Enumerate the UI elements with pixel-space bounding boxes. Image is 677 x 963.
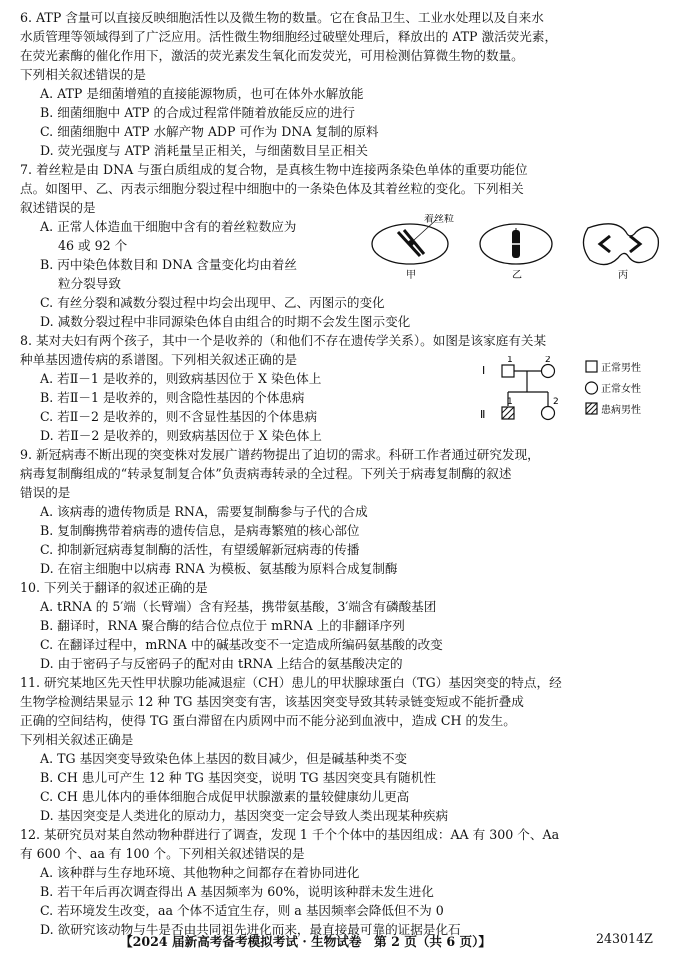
q12-stem-line: 有 600 个、aa 有 100 个。下列相关叙述错误的是 — [20, 846, 305, 861]
chromatid-left — [600, 236, 610, 252]
question-12 — [20, 825, 660, 939]
q8-stem-line: 8. 某对夫妇有两个孩子，其中一个是收养的（和他们不存在遗传学关系）。如图是该家庭有关某 — [20, 333, 547, 348]
q7-option-d: D. 减数分裂过程中非同源染色体自由组合的时期不会发生图示变化 — [40, 314, 411, 329]
q10-option-b: B. 翻译时，RNA 聚合酶的结合位点位于 mRNA 上的非翻译序列 — [40, 618, 405, 633]
q9-option-b: B. 复制酶携带着病毒的遗传信息，是病毒繁殖的核心部位 — [40, 523, 360, 538]
q8-option-b: B. 若Ⅱ－1 是收养的，则含隐性基因的个体患病 — [40, 390, 305, 405]
normal-male-symbol — [502, 365, 514, 377]
q9-stem-line: 病毒复制酶组成的“转录复制复合体”负责病毒转录的全过程。下列关于病毒复制酶的叙述 — [20, 466, 512, 481]
q11-option-d: D. 基因突变是人类进化的原动力，基因突变一定会导致人类出现某种疾病 — [40, 808, 449, 823]
q11-stem-line: 正确的空间结构，使得 TG 蛋白滞留在内质网中而不能分泌到血液中，造成 CH 的发生。 — [20, 713, 516, 728]
label-yi: 乙 — [512, 270, 522, 281]
chromosome-diagram — [368, 214, 663, 284]
q9-stem-line: 错误的是 — [20, 485, 71, 500]
individual-number: 2 — [545, 356, 551, 365]
q11-stem-line: 11. 研究某地区先天性甲状腺功能减退症（CH）患儿的甲状腺球蛋白（TG）基因突变的特点，经 — [20, 675, 562, 690]
individual-number: 2 — [553, 397, 559, 407]
q6-stem-line: 下列相关叙述错误的是 — [20, 67, 146, 82]
q12-option-a: A. 该种群与生存地环境、其他物种之间都存在着协同进化 — [40, 865, 360, 880]
q9-stem-line: 9. 新冠病毒不断出现的突变株对发展广谱药物提出了迫切的需求。科研工作者通过研究发现， — [20, 447, 540, 462]
q7-option-a-cont: 46 或 92 个 — [58, 238, 128, 253]
footer-title: 【2024 届新高考备考模拟考试 · 生物试卷 第 2 页（共 6 页）】 — [120, 934, 492, 949]
q6-stem-line: 6. ATP 含量可以直接反映细胞活性以及微生物的数量。它在食品卫生、工业水处理以及自来水 — [20, 10, 544, 25]
q10-option-a: A. tRNA 的 5′端（长臂端）含有羟基，携带氨基酸，3′端含有磷酸基团 — [40, 599, 437, 614]
cell-bing — [583, 224, 658, 265]
legend-normal-female: 正常女性 — [601, 384, 641, 395]
q8-stem-line: 种单基因遗传病的系谱图。下列相关叙述正确的是 — [20, 352, 298, 367]
legend-normal-female-icon — [586, 382, 598, 394]
q7-option-c: C. 有丝分裂和减数分裂过程中均会出现甲、乙、丙图示的变化 — [40, 295, 385, 310]
q10-stem-line: 10. 下列关于翻译的叙述正确的是 — [20, 580, 208, 595]
q8-option-c: C. 若Ⅱ－2 是收养的，则不含显性基因的个体患病 — [40, 409, 318, 424]
q9-option-c: C. 抑制新冠病毒复制酶的活性，有望缓解新冠病毒的传播 — [40, 542, 360, 557]
q7-option-a: A. 正常人体造血干细胞中含有的着丝粒数应为 — [40, 219, 297, 234]
q7-stem-line: 叙述错误的是 — [20, 200, 96, 215]
normal-female-symbol — [542, 365, 555, 378]
q7-option-b-cont: 粒分裂导致 — [58, 276, 121, 291]
chromosome-figure — [368, 214, 663, 284]
individual-number: 1 — [507, 397, 513, 407]
q12-option-b: B. 若干年后再次调查得出 A 基因频率为 60%，说明该种群未发生进化 — [40, 884, 434, 899]
legend-normal-male-icon — [586, 361, 597, 372]
q6-stem-line: 在荧光素酶的催化作用下，激活的荧光素发生氧化而发荧光，可用检测估算微生物的数量。 — [20, 48, 524, 63]
legend-affected-male: 患病男性 — [601, 405, 641, 416]
q10-option-c: C. 在翻译过程中，mRNA 中的碱基改变不一定造成所编码氨基酸的改变 — [40, 637, 443, 652]
normal-female-symbol — [542, 407, 555, 420]
centromere-label: 着丝粒 — [424, 214, 454, 225]
exam-code: 243014Z — [596, 931, 653, 946]
q10-option-d: D. 由于密码子与反密码子的配对由 tRNA 上结合的氨基酸决定的 — [40, 656, 403, 671]
q12-option-d: D. 欲研究该动物与牛是否由共同祖先进化而来，最直接最可靠的证据是化石 — [40, 922, 461, 937]
chromatid-right — [630, 236, 640, 252]
q9-option-d: D. 在宿主细胞中以病毒 RNA 为模板、氨基酸为原料合成复制酶 — [40, 561, 398, 576]
q12-stem-line: 12. 某研究员对某自然动物种群进行了调查，发现 1 千个个体中的基因组成：AA 有 300 个、Aa — [20, 827, 560, 842]
generation-2-label: Ⅱ — [480, 408, 486, 421]
q11-option-b: B. CH 患儿可产生 12 种 TG 基因突变，说明 TG 基因突变具有随机性 — [40, 770, 436, 785]
q8-option-a: A. 若Ⅱ－1 是收养的，则致病基因位于 X 染色体上 — [40, 371, 322, 386]
q11-option-a: A. TG 基因突变导致染色体上基因的数目减少，但是碱基种类不变 — [40, 751, 408, 766]
q11-stem-line: 生物学检测结果显示 12 种 TG 基因突变有害，该基因突变导致其转录链变短或不能折叠成 — [20, 694, 524, 709]
pedigree-figure — [480, 356, 670, 438]
question-10 — [20, 578, 660, 673]
q8-option-d: D. 若Ⅱ－2 是收养的，则致病基因位于 X 染色体上 — [40, 428, 322, 443]
q12-option-c: C. 若环境发生改变，aa 个体不适宜生存，则 a 基因频率会降低但不为 0 — [40, 903, 444, 918]
centromere — [408, 240, 414, 246]
q6-option-b: B. 细菌细胞中 ATP 的合成过程常伴随着放能反应的进行 — [40, 105, 356, 120]
q6-option-a: A. ATP 是细菌增殖的直接能源物质，也可在体外水解放能 — [40, 86, 364, 101]
q11-option-c: C. CH 患儿体内的垂体细胞合成促甲状腺激素的量较健康幼儿更高 — [40, 789, 410, 804]
q7-option-b: B. 丙中染色体数目和 DNA 含量变化均由着丝 — [40, 257, 297, 272]
legend-normal-male: 正常男性 — [601, 363, 641, 374]
generation-1-label: Ⅰ — [482, 364, 486, 377]
question-9 — [20, 445, 660, 578]
q9-option-a: A. 该病毒的遗传物质是 RNA，需要复制酶参与子代的合成 — [40, 504, 368, 519]
question-6 — [20, 8, 660, 160]
q11-stem-line: 下列相关叙述正确是 — [20, 732, 134, 747]
q7-stem-line: 7. 着丝粒是由 DNA 与蛋白质组成的复合物，是真核生物中连接两条染色单体的重要功能位 — [20, 162, 528, 177]
q6-option-d: D. 荧光强度与 ATP 消耗量呈正相关，与细菌数目呈正相关 — [40, 143, 369, 158]
q7-stem-line: 点。如图甲、乙、丙表示细胞分裂过程中细胞中的一条染色体及其着丝粒的变化。下列相关 — [20, 181, 524, 196]
label-bing: 丙 — [618, 270, 628, 281]
question-11 — [20, 673, 660, 825]
label-jia: 甲 — [406, 270, 416, 281]
q6-stem-line: 水质管理等领域得到了广泛应用。活性微生物细胞经过破壁处理后，释放出的 ATP 激活荧光素， — [20, 29, 558, 44]
individual-number: 1 — [507, 356, 513, 365]
q6-option-c: C. 细菌细胞中 ATP 水解产物 ADP 可作为 DNA 复制的原料 — [40, 124, 379, 139]
